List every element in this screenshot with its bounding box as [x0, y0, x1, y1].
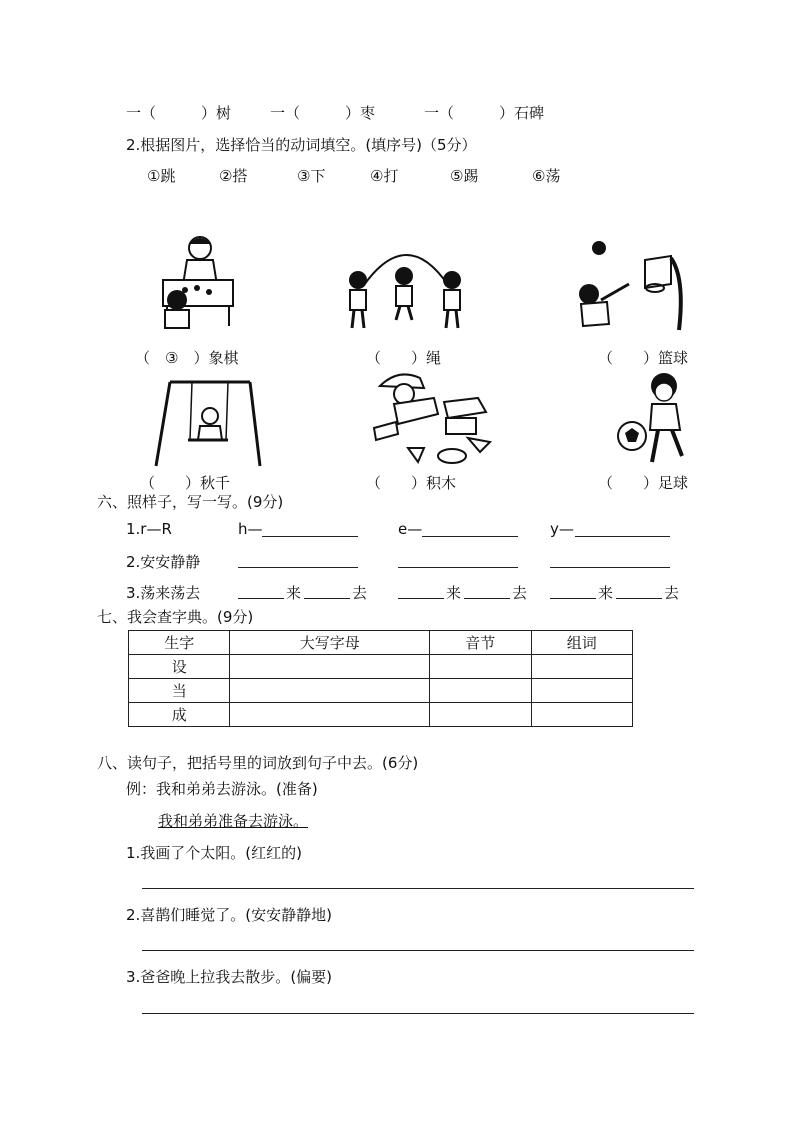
qu-char: 去	[512, 584, 528, 602]
answer-cell[interactable]	[430, 703, 531, 727]
answer-line[interactable]	[238, 598, 284, 599]
header-capital: 大写字母	[230, 631, 430, 655]
jump-rope-illustration	[342, 240, 472, 332]
table-row	[129, 703, 633, 727]
answer-line[interactable]	[398, 567, 518, 568]
option-6: ⑥荡	[532, 167, 561, 185]
swing-illustration	[150, 376, 265, 468]
answer-cell[interactable]	[230, 655, 430, 679]
answer-line[interactable]	[575, 536, 670, 537]
option-5: ⑤踢	[450, 167, 479, 185]
header-char: 生字	[129, 631, 230, 655]
answer-line[interactable]	[238, 567, 358, 568]
answer-line[interactable]	[464, 598, 510, 599]
table-row	[129, 679, 633, 703]
qu-char: 去	[664, 584, 680, 602]
s8-q2: 2.喜鹊们睡觉了。(安安静静地)	[126, 906, 333, 924]
qu-char: 去	[352, 584, 368, 602]
option-4: ④打	[370, 167, 399, 185]
caption-soccer: （ ）足球	[598, 474, 689, 492]
caption-swing: （ ）秋千	[140, 474, 231, 492]
answer-cell[interactable]	[230, 703, 430, 727]
s6-row1-c: y—	[550, 520, 574, 538]
option-1: ①跳	[147, 167, 176, 185]
section8-title: 八、读句子，把括号里的词放到句子中去。(6分)	[97, 754, 419, 772]
answer-line[interactable]	[550, 567, 670, 568]
answer-cell[interactable]	[430, 679, 531, 703]
answer-cell[interactable]	[430, 655, 531, 679]
s8-q1: 1.我画了个太阳。(红红的)	[126, 844, 303, 862]
answer-line[interactable]	[142, 1013, 694, 1014]
table-row	[129, 655, 633, 679]
dictionary-table	[128, 630, 633, 727]
row-char: 成	[129, 703, 230, 727]
caption-chess: （ ③ ）象棋	[135, 349, 239, 367]
blocks-illustration	[368, 368, 493, 468]
row-char: 设	[129, 655, 230, 679]
answer-line[interactable]	[422, 536, 518, 537]
section6-title: 六、照样子，写一写。(9分)	[97, 493, 284, 511]
answer-line[interactable]	[142, 950, 694, 951]
lai-char: 来	[446, 584, 462, 602]
fill-item-stele: 一（ ）石碑	[424, 104, 545, 122]
caption-rope: （ ）绳	[366, 349, 442, 367]
fill-item-date: 一（ ）枣	[270, 104, 376, 122]
row-char: 当	[129, 679, 230, 703]
s6-row3-label: 3.荡来荡去	[126, 584, 201, 602]
answer-cell[interactable]	[531, 703, 633, 727]
lai-char: 来	[286, 584, 302, 602]
option-3: ③下	[297, 167, 326, 185]
answer-cell[interactable]	[230, 679, 430, 703]
answer-line[interactable]	[142, 888, 694, 889]
basketball-illustration	[573, 238, 688, 334]
answer-line[interactable]	[262, 536, 358, 537]
section7-title: 七、我会查字典。(9分)	[97, 608, 254, 626]
soccer-illustration	[612, 370, 700, 470]
fill-item-tree: 一（ ）树	[126, 104, 232, 122]
answer-line[interactable]	[550, 598, 596, 599]
example-answer: 我和弟弟准备去游泳。	[158, 812, 309, 830]
header-words: 组词	[531, 631, 633, 655]
example-sentence: 例：我和弟弟去游泳。(准备)	[126, 780, 318, 798]
option-2: ②搭	[219, 167, 248, 185]
answer-line[interactable]	[616, 598, 662, 599]
caption-blocks: （ ）积木	[366, 474, 457, 492]
lai-char: 来	[598, 584, 614, 602]
answer-line[interactable]	[304, 598, 350, 599]
header-syllable: 音节	[430, 631, 531, 655]
s8-q3: 3.爸爸晚上拉我去散步。(偏要)	[126, 968, 333, 986]
table-header-row	[129, 631, 633, 655]
s6-row1-label: 1.r—R	[126, 520, 172, 538]
answer-cell[interactable]	[531, 655, 633, 679]
answer-cell[interactable]	[531, 679, 633, 703]
answer-line[interactable]	[398, 598, 444, 599]
chess-illustration	[155, 230, 240, 330]
s6-row1-b: e—	[398, 520, 423, 538]
s6-row2-label: 2.安安静静	[126, 553, 201, 571]
q2-title: 2.根据图片，选择恰当的动词填空。(填序号)（5分）	[126, 136, 477, 154]
s6-row1-a: h—	[238, 520, 263, 538]
caption-basketball: （ ）篮球	[598, 349, 689, 367]
